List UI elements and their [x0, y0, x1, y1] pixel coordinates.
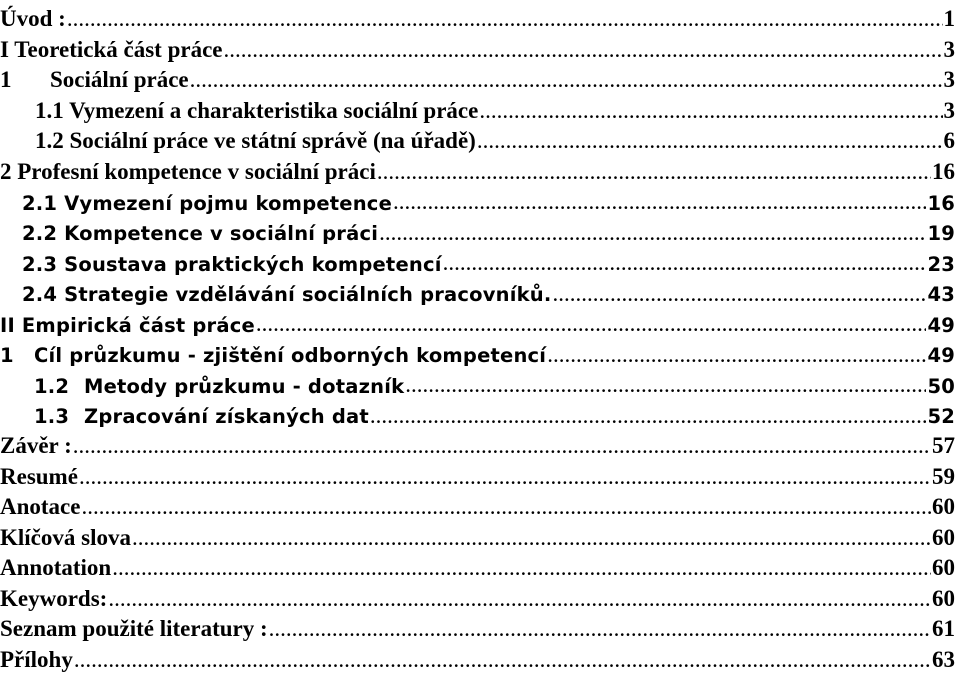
toc-dot-leader	[479, 99, 942, 122]
toc-entry[interactable]	[0, 305, 955, 335]
toc-entry[interactable]	[0, 31, 955, 61]
toc-entry-title: Anotace	[0, 494, 81, 519]
toc-entry[interactable]	[0, 519, 955, 549]
toc-entry-page: 57	[932, 433, 955, 458]
toc-entry-page: 3	[943, 97, 955, 123]
toc-entry-title: 1.1 Vymezení a charakteristika sociální práce	[35, 97, 479, 123]
toc-entry[interactable]	[0, 92, 955, 122]
toc-entry-title-group	[34, 374, 405, 398]
toc-entry-title: Seznam použité literatury :	[0, 616, 268, 641]
toc-entry[interactable]	[0, 183, 955, 213]
toc-entry-title: II Empirická část práce	[0, 313, 255, 337]
toc-dot-leader	[224, 38, 943, 61]
toc-entry-page: 3	[943, 67, 955, 92]
toc-entry-title: 2.3 Soustava praktických kompetencí	[22, 252, 442, 276]
toc-entry[interactable]	[0, 153, 955, 183]
toc-entry-title: 2.2 Kompetence v sociální práci	[22, 222, 379, 245]
toc-entry-title: 2.4 Strategie vzdělávání sociálních pracovníků.	[22, 283, 552, 306]
toc-dot-leader	[74, 648, 931, 671]
toc-dot-leader	[67, 7, 943, 30]
toc-entry-page: 43	[927, 283, 955, 306]
toc-dot-leader	[190, 68, 943, 91]
toc-entry[interactable]	[0, 0, 955, 30]
toc-entry[interactable]	[0, 61, 955, 91]
toc-entry-title: Annotation	[0, 555, 112, 580]
toc-dot-leader	[79, 465, 931, 488]
toc-dot-leader	[477, 129, 943, 152]
toc-entry[interactable]	[0, 458, 955, 488]
toc-dot-leader	[73, 434, 931, 457]
toc-entry[interactable]	[0, 488, 955, 518]
toc-dot-leader	[370, 404, 927, 427]
toc-entry-title: Závěr :	[0, 433, 72, 458]
toc-entry-page: 6	[943, 128, 955, 153]
toc-entry-page: 23	[927, 252, 955, 276]
toc-entry-page: 16	[932, 158, 955, 184]
toc-dot-leader	[443, 251, 927, 274]
toc-entry-page: 49	[927, 344, 955, 367]
toc-entry-title: Metody průzkumu - dotazník	[84, 374, 405, 398]
toc-dot-leader	[112, 556, 931, 579]
toc-entry-title: Cíl průzkumu - zjištění odborných kompetencí	[34, 344, 547, 367]
toc-dot-leader	[405, 373, 926, 396]
toc-dot-leader	[553, 282, 927, 305]
toc-entry-title: Keywords:	[0, 585, 108, 611]
toc-entry[interactable]	[0, 336, 955, 366]
toc-entry[interactable]	[0, 580, 955, 610]
toc-entry-title: 1.2 Sociální práce ve státní správě (na úřadě)	[35, 128, 476, 153]
toc-entry-page: 60	[932, 585, 955, 611]
toc-dot-leader	[81, 495, 931, 518]
toc-entry-page: 59	[932, 463, 955, 489]
toc-entry-title: Resumé	[0, 463, 78, 489]
toc-entry[interactable]	[0, 549, 955, 579]
toc-entry-page: 60	[932, 494, 955, 519]
toc-entry-page: 3	[943, 36, 955, 62]
toc-entry-page: 50	[927, 374, 955, 398]
toc-entry-number: 1.2	[34, 374, 70, 398]
toc-entry-title: 2 Profesní kompetence v sociální práci	[0, 158, 376, 184]
toc-dot-leader	[393, 190, 926, 213]
toc-entry-number: 1.3	[34, 405, 70, 428]
toc-dot-leader	[132, 526, 931, 549]
toc-dot-leader	[547, 343, 926, 366]
toc-entry-title: Přílohy	[0, 646, 73, 672]
toc-entry-page: 16	[927, 191, 955, 215]
toc-entry[interactable]	[0, 427, 955, 457]
toc-dot-leader	[108, 587, 931, 610]
toc-entry[interactable]	[0, 366, 955, 396]
toc-entry-number: 1	[0, 67, 12, 92]
toc-entry-title: Zpracování získaných dat	[84, 405, 369, 428]
toc-entry-title: Klíčová slova	[0, 524, 131, 550]
toc-entry[interactable]	[0, 641, 955, 671]
toc-entry[interactable]	[0, 244, 955, 274]
toc-entry-title-group	[34, 407, 369, 427]
toc-entry-number: 1	[0, 344, 14, 367]
toc-entry-title: Úvod :	[0, 6, 66, 31]
toc-dot-leader	[269, 617, 931, 640]
toc-entry-page: 49	[927, 313, 955, 337]
toc-entry-page: 63	[932, 646, 955, 672]
toc-entry[interactable]	[0, 275, 955, 305]
toc-entry-title: I Teoretická část práce	[0, 36, 223, 62]
toc-entry-title: Sociální práce	[50, 67, 189, 92]
toc-dot-leader	[379, 221, 926, 244]
toc-dot-leader	[377, 160, 931, 183]
toc-entry-title: 2.1 Vymezení pojmu kompetence	[22, 191, 392, 215]
toc-entry-page: 61	[932, 616, 955, 641]
toc-entry-page: 1	[943, 6, 955, 31]
toc-entry-page: 19	[927, 222, 955, 245]
toc-entry[interactable]	[0, 610, 955, 640]
toc-entry[interactable]	[0, 397, 955, 427]
toc-entry-title-group	[0, 346, 546, 366]
toc-entry-title-group	[0, 68, 189, 91]
toc-entry-page: 60	[932, 524, 955, 550]
toc-entry[interactable]	[0, 122, 955, 152]
toc-entry-page: 60	[932, 555, 955, 580]
toc-dot-leader	[256, 312, 927, 335]
toc-entry[interactable]	[0, 214, 955, 244]
toc-entry-page: 52	[927, 405, 955, 428]
